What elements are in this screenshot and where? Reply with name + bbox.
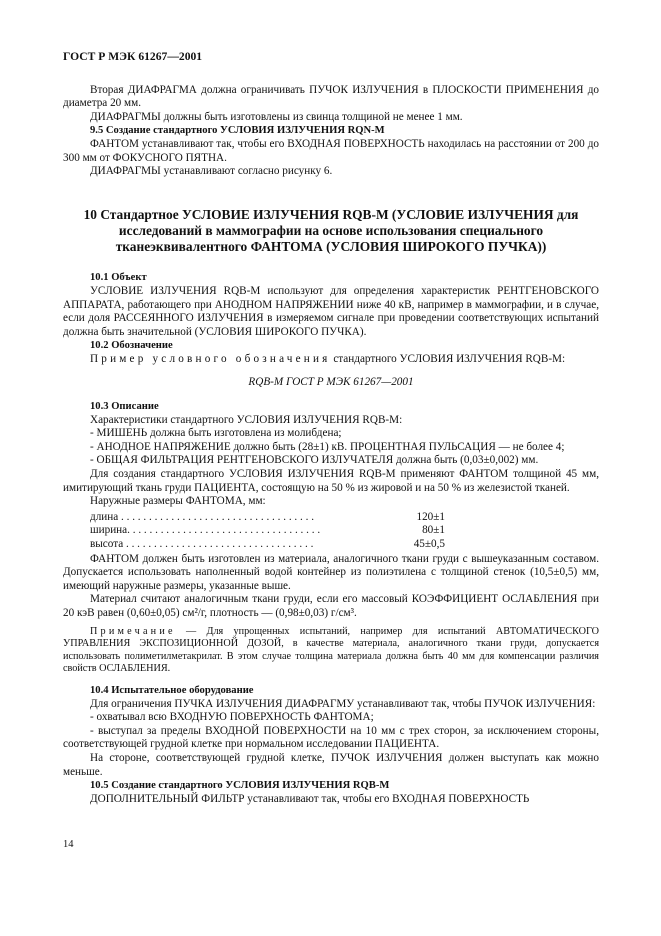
- paragraph: ДИАФРАГМЫ должны быть изготовлены из свинца толщиной не менее 1 мм.: [90, 110, 463, 123]
- document-page: [63, 50, 599, 806]
- dimension-row: [63, 524, 599, 538]
- paragraph-text: стандартного УСЛОВИЯ ИЗЛУЧЕНИЯ RQB-M:: [330, 352, 566, 365]
- dimension-name: высота . . . . . . . . . . . . . . . . . . . . . . . . . . . . . . . . . .: [90, 538, 314, 551]
- dimension-name: длина . . . . . . . . . . . . . . . . . . . . . . . . . . . . . . . . . . .: [90, 510, 314, 523]
- paragraph: На стороне, соответствующей грудной клетке, ПУЧОК ИЗЛУЧЕНИЯ должен выступать как можно меньше.: [63, 751, 599, 778]
- paragraph: Вторая ДИАФРАГМА должна ограничивать ПУЧОК ИЗЛУЧЕНИЯ в ПЛОСКОСТИ ПРИМЕНЕНИЯ до диаметра 20 мм.: [63, 83, 599, 110]
- list-item: - ОБЩАЯ ФИЛЬТРАЦИЯ РЕНТГЕНОВСКОГО ИЗЛУЧАТЕЛЯ должна быть (0,03±0,002) мм.: [90, 454, 539, 467]
- dimension-name: ширина. . . . . . . . . . . . . . . . . . . . . . . . . . . . . . . . . . .: [90, 524, 321, 537]
- subsection-heading: 10.4 Испытательное оборудование: [90, 684, 254, 696]
- dimension-value: 80±1: [422, 524, 445, 537]
- list-item: - выступал за пределы ВХОДНОЙ ПОВЕРХНОСТИ на 10 мм с трех сторон, за исключением стороны, соответствующей грудной клетке при нормальном исследовании ПАЦИЕНТА.: [63, 724, 599, 751]
- note-label: Примечание: [90, 625, 176, 637]
- dimension-row: [63, 511, 599, 525]
- paragraph: ДОПОЛНИТЕЛЬНЫЙ ФИЛЬТР устанавливают так, чтобы его ВХОДНАЯ ПОВЕРХНОСТЬ: [90, 792, 530, 805]
- paragraph: ФАНТОМ должен быть изготовлен из материала, аналогичного ткани груди с вышеуказанным составом. Допускается использовать наполненный водой контейнер из полиэтилена с толщиной стенок (10,5±0,5) мм, имеющий наружные размеры, указанные выше.: [63, 552, 599, 592]
- dimensions-list: [63, 511, 599, 552]
- designation-example: RQB-M ГОСТ Р МЭК 61267—2001: [248, 375, 414, 388]
- paragraph: УСЛОВИЕ ИЗЛУЧЕНИЯ RQB-M используют для определения характеристик РЕНТГЕНОВСКОГО АППАРАТА, работающего при АНОДНОМ НАПРЯЖЕНИИ ниже 40 кВ, например в маммографии, и в случае, если доля РАССЕЯННОГО ИЗЛУЧЕНИЯ в измеряемом сигнале при проведении соответствующих испытаний должна быть значительной (УСЛОВИЯ ШИРОКОГО ПУЧКА).: [63, 284, 599, 338]
- subsection-heading: 10.3 Описание: [90, 401, 159, 413]
- list-item: - АНОДНОЕ НАПРЯЖЕНИЕ должно быть (28±1) кВ. ПРОЦЕНТНАЯ ПУЛЬСАЦИЯ — не более 4;: [90, 440, 565, 453]
- list-item: - охватывал всю ВХОДНУЮ ПОВЕРХНОСТЬ ФАНТОМА;: [90, 711, 374, 724]
- paragraph: ФАНТОМ устанавливают так, чтобы его ВХОДНАЯ ПОВЕРХНОСТЬ находилась на расстоянии от 200 до 300 мм от ФОКУСНОГО ПЯТНА.: [63, 137, 599, 164]
- dimension-value: 45±0,5: [413, 538, 445, 551]
- paragraph: [63, 353, 599, 367]
- paragraph: Для ограничения ПУЧКА ИЗЛУЧЕНИЯ ДИАФРАГМУ устанавливают так, чтобы ПУЧОК ИЗЛУЧЕНИЯ:: [90, 697, 596, 710]
- paragraph: Характеристики стандартного УСЛОВИЯ ИЗЛУЧЕНИЯ RQB-M:: [90, 413, 403, 426]
- paragraph: ДИАФРАГМЫ устанавливают согласно рисунку 6.: [90, 165, 333, 178]
- list-item: - МИШЕНЬ должна быть изготовлена из молибдена;: [90, 427, 342, 440]
- running-header: ГОСТ Р МЭК 61267—2001: [63, 50, 203, 63]
- spaced-text: Пример условного обозначения: [90, 352, 331, 365]
- note: [63, 626, 599, 676]
- note-text: — Для упрощенных испытаний, например для испытаний АВТОМАТИЧЕСКОГО УПРАВЛЕНИЯ ЭКСПОЗИЦИОННОЙ ДОЗОЙ, в качестве материала, аналогичного ткани груди, допускается использовать полиметилметакрилат. В этом случае толщина материала должна быть 40 мм для компенсации различия свойств ОСЛАБЛЕНИЯ.: [63, 625, 599, 675]
- dimension-value: 120±1: [416, 510, 445, 523]
- subsection-heading: 10.5 Создание стандартного УСЛОВИЯ ИЗЛУЧЕНИЯ RQB-M: [90, 780, 390, 792]
- page-number: 14: [63, 839, 74, 850]
- subsection-heading: 10.2 Обозначение: [90, 340, 173, 352]
- subsection-heading: 9.5 Создание стандартного УСЛОВИЯ ИЗЛУЧЕНИЯ RQN-M: [90, 125, 385, 137]
- section-heading: 10 Стандартное УСЛОВИЕ ИЗЛУЧЕНИЯ RQB-M (УСЛОВИЕ ИЗЛУЧЕНИЯ для исследований в маммографии на основе использования специального тканеэквивалентного ФАНТОМА (УСЛОВИЯ ШИРОКОГО ПУЧКА)): [83, 206, 579, 255]
- paragraph: Для создания стандартного УСЛОВИЯ ИЗЛУЧЕНИЯ RQB-M применяют ФАНТОМ толщиной 45 мм, имитирующий ткань груди ПАЦИЕНТА, состоящую на 50 % из жировой и на 50 % из железистой тканей.: [63, 468, 599, 494]
- dimension-row: [63, 538, 599, 552]
- subsection-heading: 10.1 Объект: [90, 272, 147, 284]
- paragraph: Наружные размеры ФАНТОМА, мм:: [90, 495, 266, 508]
- paragraph: Материал считают аналогичным ткани груди, если его массовый КОЭФФИЦИЕНТ ОСЛАБЛЕНИЯ при 20 кэВ равен (0,60±0,05) см²/г, плотность — (0,98±0,03) г/см³.: [63, 593, 599, 620]
